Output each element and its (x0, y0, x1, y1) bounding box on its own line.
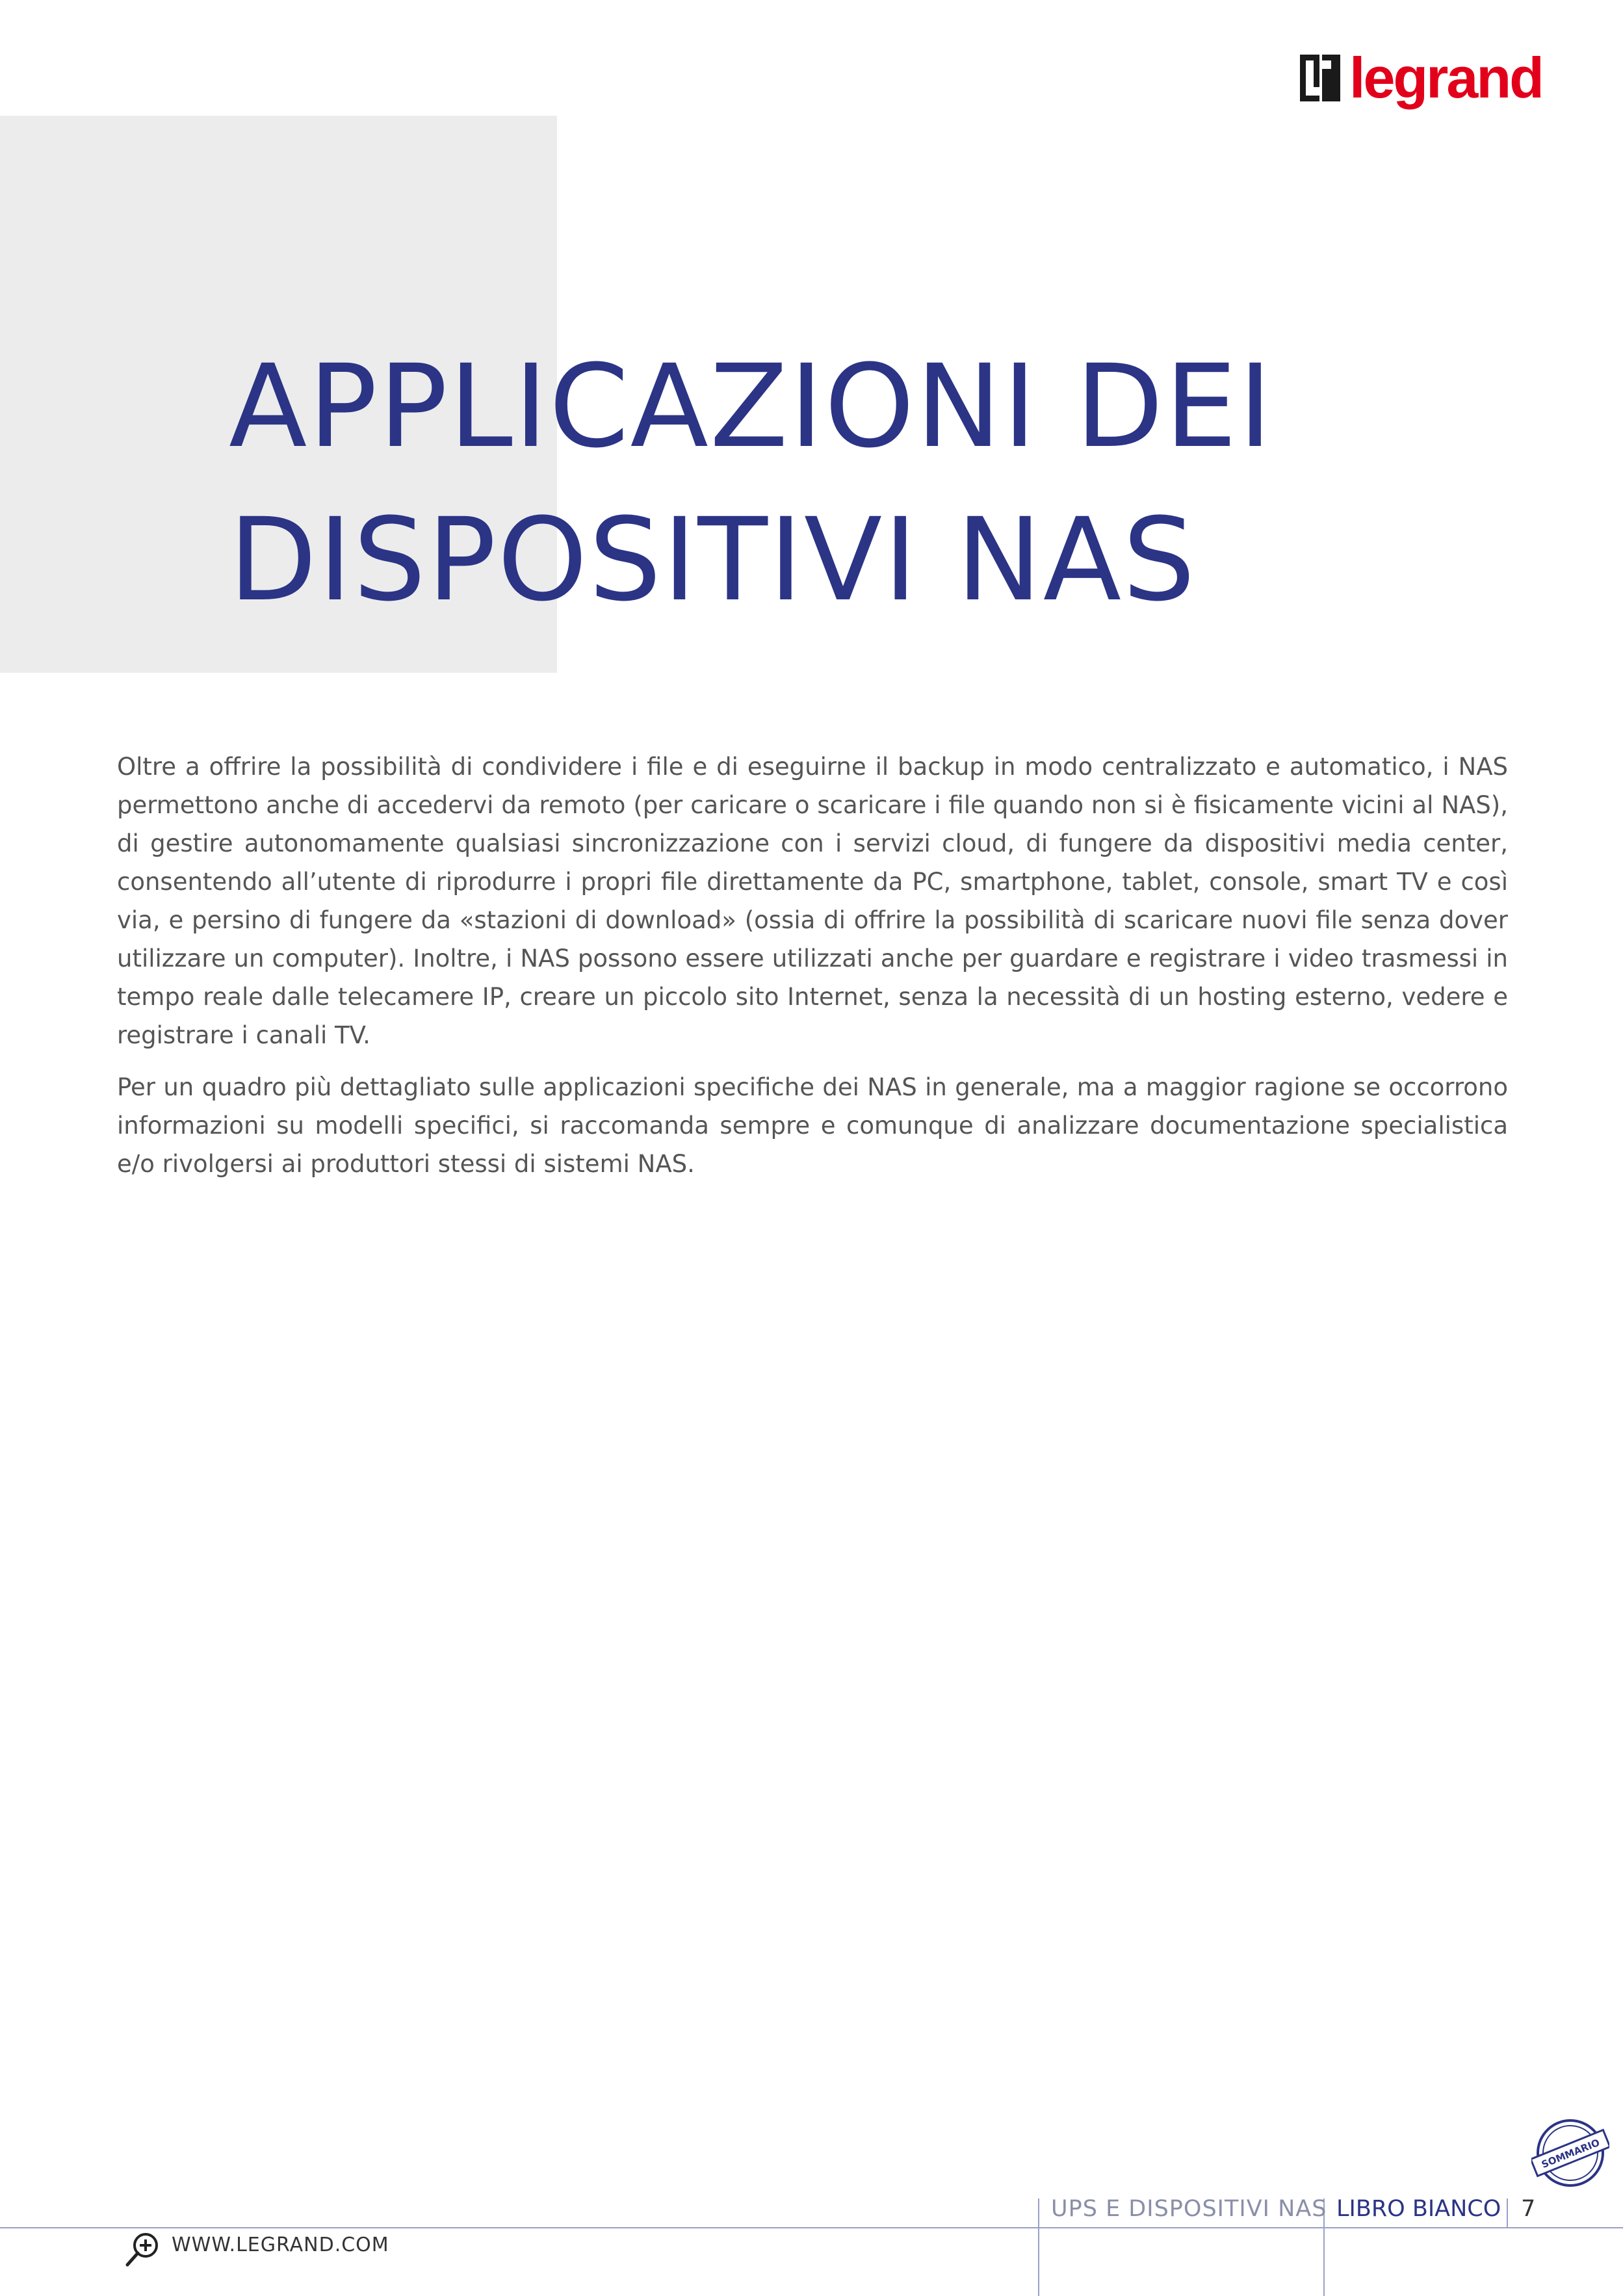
legrand-wordmark: legrand (1349, 46, 1542, 110)
legrand-logo[interactable] (1300, 46, 1542, 111)
page-title-line-1: APPLICAZIONI DEI (229, 340, 1274, 473)
website-link[interactable]: WWW.LEGRAND.COM (172, 2234, 389, 2256)
footer-divider-1 (1038, 2198, 1039, 2296)
body-paragraph-2: Per un quadro più dettagliato sulle applicazioni specifiche dei NAS in generale, ma a maggior ragione se occorrono informazioni su modelli specifici, si raccomanda sempre e comunque di analizzare documentazione specialistica e/o rivolgersi ai produttori stessi di sistemi NAS. (117, 1073, 1508, 1178)
footer-doc-type: LIBRO BIANCO (1336, 2196, 1501, 2222)
zoom-in-icon[interactable] (123, 2230, 162, 2269)
body-text (117, 748, 1508, 1197)
page-title (229, 330, 1464, 637)
body-paragraph-1: Oltre a offrire la possibilità di condividere i file e di eseguirne il backup in modo centralizzato e automatico, i NAS permettono anche di accedervi da remoto (per caricare o scaricare i file quando non si è fisicamente vicini al NAS), di gestire autonomamente qualsiasi sincronizzazione con i servizi cloud, di fungere da dispositivi media center, consentendo all’utente di riprodurre i propri file direttamente da PC, smartphone, tablet, console, smart TV e così via, e persino di fungere da «stazioni di download» (ossia di offrire la possibilità di scaricare nuovi file senza dover utilizzare un computer). Inoltre, i NAS possono essere utilizzati anche per guardare e registrare i video trasmessi in tempo reale dalle telecamere IP, creare un piccolo sito Internet, senza la necessità di un hosting esterno, vedere e registrare i canali TV. (117, 753, 1508, 1049)
legrand-logo-icon (1300, 55, 1340, 101)
footer-page-number: 7 (1521, 2196, 1536, 2222)
sommario-label: SOMMARIO (1540, 2136, 1602, 2171)
page-title-line-2: DISPOSITIVI NAS (229, 493, 1197, 627)
sommario-stamp-icon[interactable] (1531, 2114, 1609, 2192)
footer-section-title: UPS E DISPOSITIVI NAS (1051, 2196, 1327, 2222)
footer-horizontal-rule (0, 2227, 1623, 2228)
footer-divider-3 (1507, 2198, 1508, 2227)
